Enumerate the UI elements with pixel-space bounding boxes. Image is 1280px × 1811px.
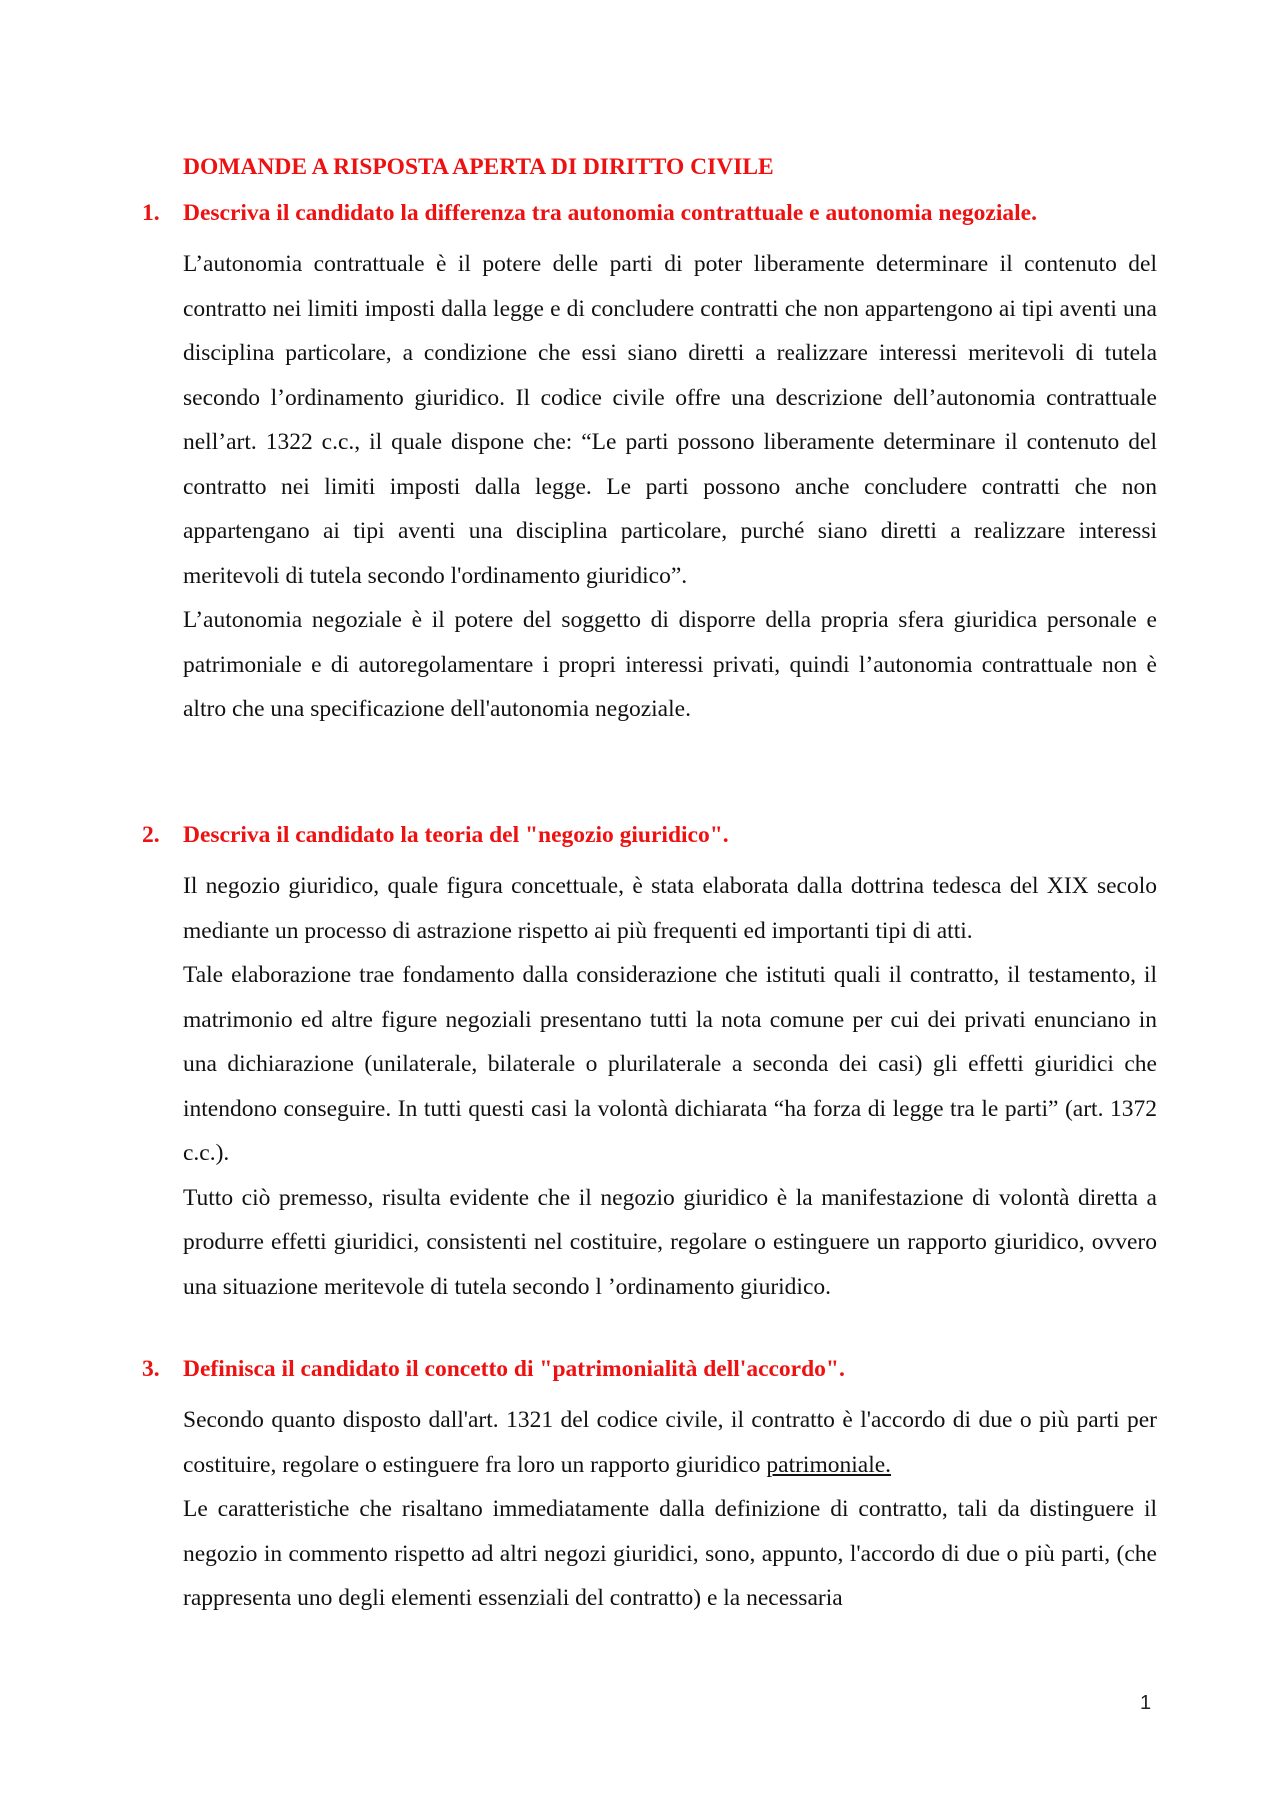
question-heading [0, 198, 1280, 242]
underlined-term: patrimoniale. [766, 1451, 892, 1478]
question-number: 2. [142, 822, 160, 848]
answer-body [183, 1398, 1157, 1621]
question-heading [0, 1354, 1280, 1398]
answer-paragraph [183, 1398, 1157, 1487]
question-text: Descriva il candidato la differenza tra autonomia contrattuale e autonomia negoziale. [183, 200, 1037, 226]
document-title: DOMANDE A RISPOSTA APERTA DI DIRITTO CIVILE [183, 154, 774, 180]
answer-body [183, 864, 1157, 1309]
answer-paragraph: L’autonomia contrattuale è il potere delle parti di poter liberamente determinare il contenuto del contratto nei limiti imposti dalla legge e di concludere contratti che non appartengono ai tipi aventi una disciplina particolare, a condizione che essi siano diretti a realizzare interessi meritevoli di tutela secondo l’ordinamento giuridico. Il codice civile offre una descrizione dell’autonomia contrattuale nell’art. 1322 c.c., il quale dispone che: “Le parti possono liberamente determinare il contenuto del contratto nei limiti imposti dalla legge. Le parti possono anche concludere contratti che non appartengano ai tipi aventi una disciplina particolare, purché siano diretti a realizzare interessi meritevoli di tutela secondo l'ordinamento giuridico”. [183, 251, 1157, 589]
answer-paragraph: Tutto ciò premesso, risulta evidente che il negozio giuridico è la manifestazione di volontà diretta a produrre effetti giuridici, consistenti nel costituire, regolare o estinguere un rapporto giuridico, ovvero una situazione meritevole di tutela secondo l ’ordinamento giuridico. [183, 1184, 1157, 1300]
question-section-1 [0, 198, 1280, 732]
question-number: 3. [142, 1356, 160, 1382]
answer-body [183, 242, 1157, 732]
question-text: Definisca il candidato il concetto di "patrimonialità dell'accordo". [183, 1356, 845, 1382]
question-number: 1. [142, 200, 160, 226]
question-heading [0, 820, 1280, 864]
question-text: Descriva il candidato la teoria del "negozio giuridico". [183, 822, 729, 848]
answer-paragraph: Tale elaborazione trae fondamento dalla considerazione che istituti quali il contratto, il testamento, il matrimonio ed altre figure negoziali presentano tutti la nota comune per cui dei privati enunciano in una dichiarazione (unilaterale, bilaterale o plurilaterale a seconda dei casi) gli effetti giuridici che intendono conseguire. In tutti questi casi la volontà dichiarata “ha forza di legge tra le parti” (art. 1372 c.c.). [183, 962, 1157, 1166]
question-section-2 [0, 820, 1280, 1309]
answer-text: Secondo quanto disposto dall'art. 1321 del codice civile, il contratto è l'accordo di due o più parti per costituire, regolare o estinguere fra loro un rapporto giuridico [183, 1407, 1157, 1478]
answer-paragraph: Le caratteristiche che risaltano immediatamente dalla definizione di contratto, tali da distinguere il negozio in commento rispetto ad altri negozi giuridici, sono, appunto, l'accordo di due o più parti, (che rappresenta uno degli elementi essenziali del contratto) e la necessaria [183, 1496, 1157, 1611]
question-section-3 [0, 1354, 1280, 1621]
page-number: 1 [1140, 1692, 1152, 1714]
answer-paragraph: Il negozio giuridico, quale figura concettuale, è stata elaborata dalla dottrina tedesca del XIX secolo mediante un processo di astrazione rispetto ai più frequenti ed importanti tipi di atti. [183, 873, 1157, 944]
answer-paragraph: L’autonomia negoziale è il potere del soggetto di disporre della propria sfera giuridica personale e patrimoniale e di autoregolamentare i propri interessi privati, quindi l’autonomia contrattuale non è altro che una specificazione dell'autonomia negoziale. [183, 607, 1157, 722]
